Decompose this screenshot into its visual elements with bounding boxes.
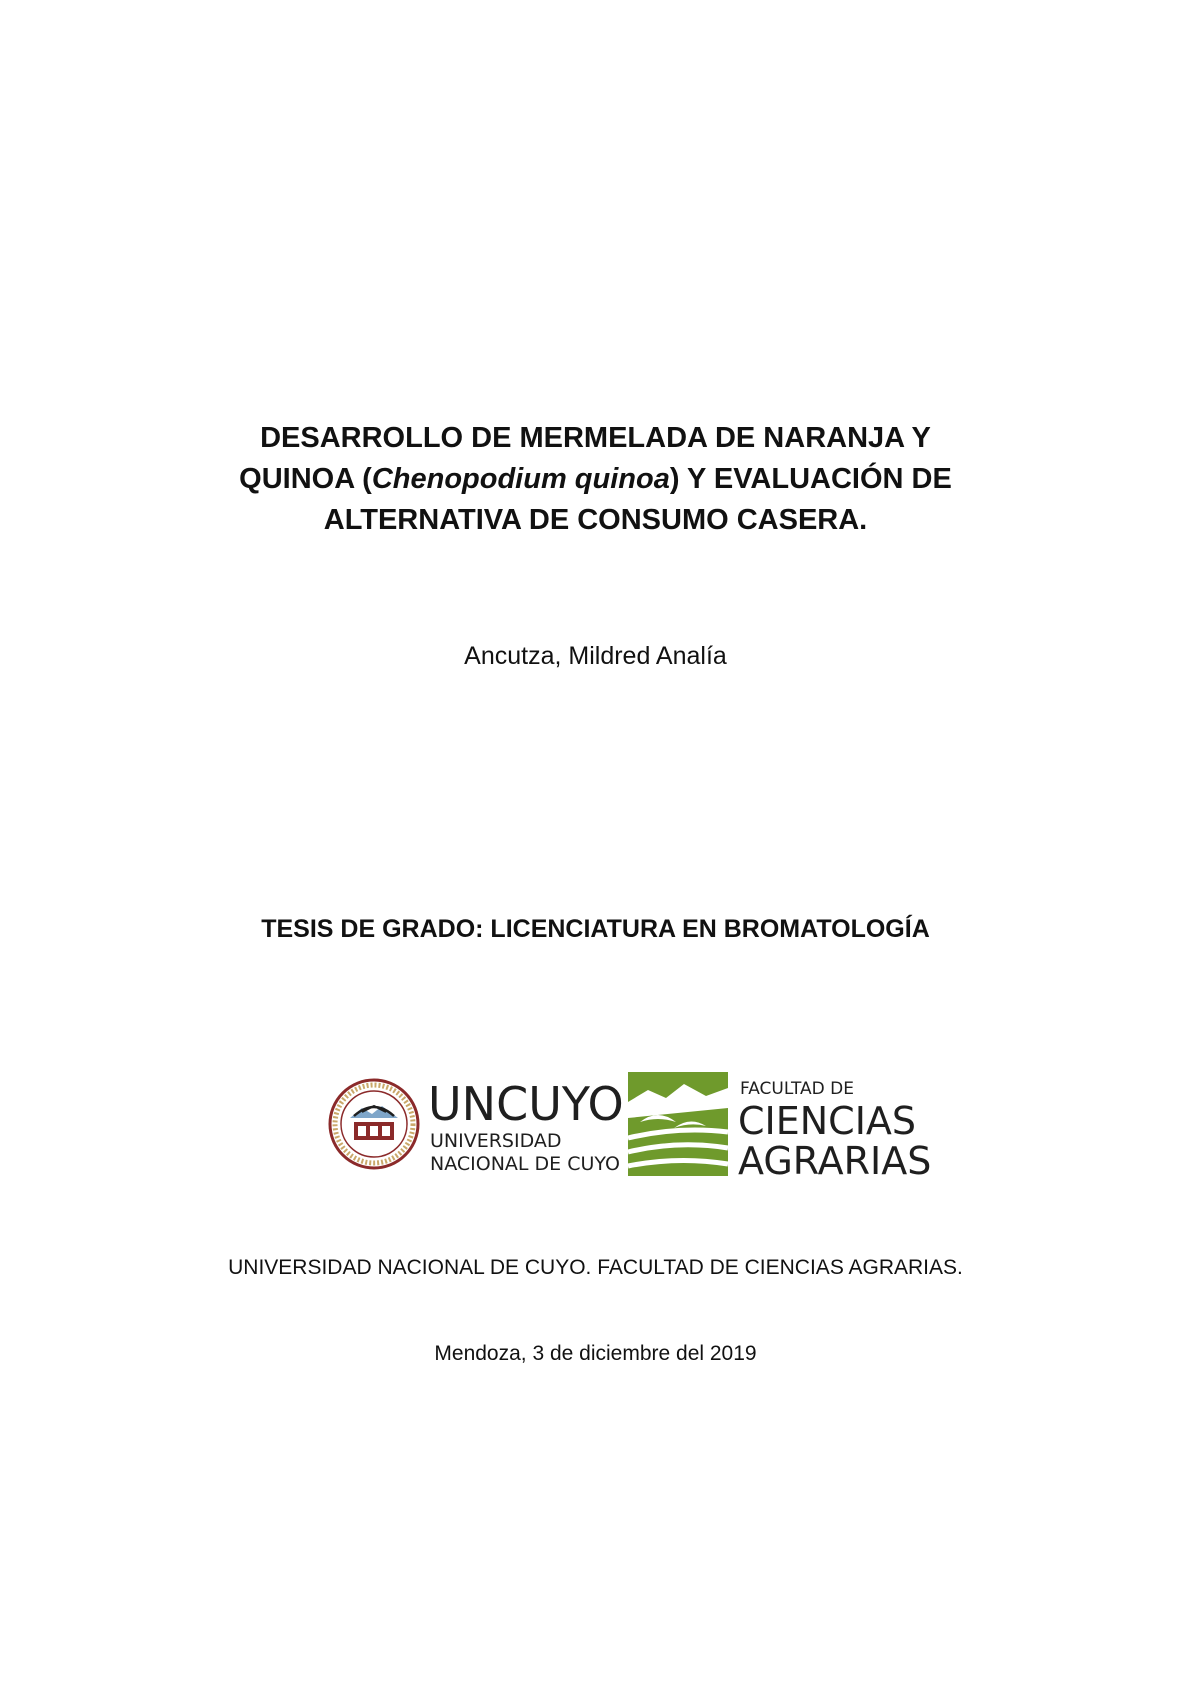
place-and-date: Mendoza, 3 de diciembre del 2019 bbox=[434, 1342, 757, 1365]
title-line-1: DESARROLLO DE MERMELADA DE NARANJA Y bbox=[260, 422, 931, 454]
faculty-small-label: FACULTAD DE bbox=[740, 1079, 855, 1099]
faculty-wordmark bbox=[738, 1079, 931, 1180]
university-seal-icon bbox=[330, 1080, 418, 1168]
uncuyo-subtitle-1: UNIVERSIDAD bbox=[430, 1130, 562, 1152]
faculty-name-1: CIENCIAS bbox=[738, 1099, 917, 1143]
faculty-name-2: AGRARIAS bbox=[738, 1139, 932, 1180]
title-line-2 bbox=[0, 459, 1191, 500]
degree-heading: TESIS DE GRADO: LICENCIATURA EN BROMATOLOGÍA bbox=[261, 915, 930, 943]
uncuyo-subtitle-2: NACIONAL DE CUYO bbox=[430, 1153, 620, 1175]
uncuyo-name: UNCUYO bbox=[428, 1077, 624, 1131]
title-line-3: ALTERNATIVA DE CONSUMO CASERA. bbox=[323, 504, 868, 536]
species-name: Chenopodium quinoa bbox=[371, 463, 670, 495]
uncuyo-wordmark bbox=[428, 1077, 624, 1175]
faculty-landscape-icon bbox=[628, 1072, 728, 1176]
author-name: Ancutza, Mildred Analía bbox=[464, 642, 727, 670]
title-line-2-end: ) Y EVALUACIÓN DE bbox=[669, 463, 952, 495]
title-line-2-start: QUINOA ( bbox=[239, 463, 372, 495]
institution-logos bbox=[328, 1068, 948, 1180]
thesis-title bbox=[0, 418, 1191, 541]
institution-line: UNIVERSIDAD NACIONAL DE CUYO. FACULTAD DE CIENCIAS AGRARIAS. bbox=[228, 1256, 963, 1279]
